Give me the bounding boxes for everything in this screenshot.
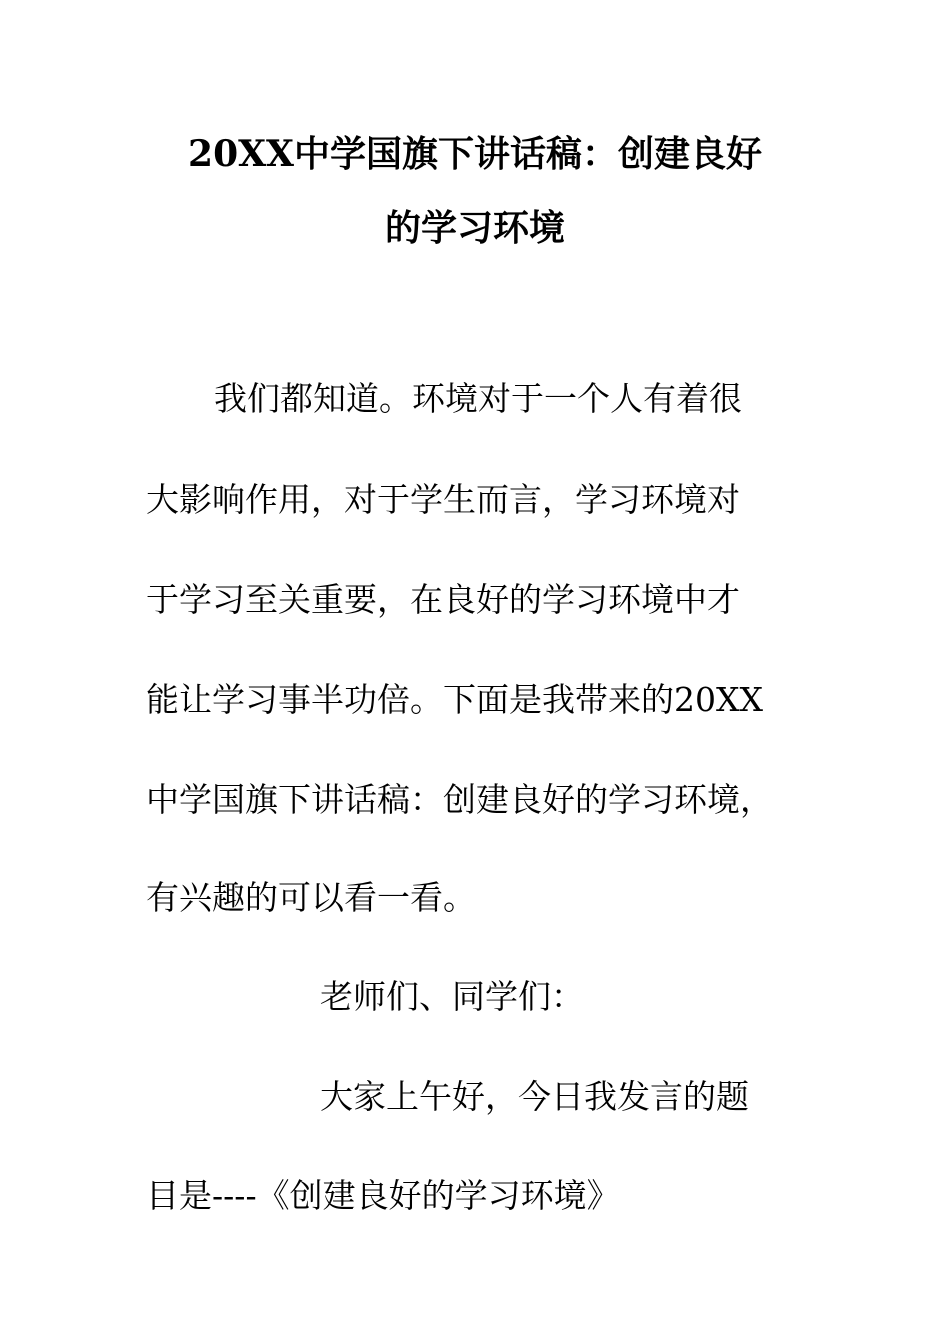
paragraph-2-line-1: 大家上午好，今日我发言的题 bbox=[320, 1077, 749, 1116]
paragraph-2-line-2: 目是----《创建良好的学习环境》 bbox=[146, 1176, 620, 1215]
document-title-line-2: 的学习环境 bbox=[384, 207, 565, 249]
document-title-line-1: 20XX中学国旗下讲话稿：创建良好 bbox=[188, 133, 762, 175]
paragraph-1-line-4: 能让学习事半功倍。下面是我带来的20XX bbox=[146, 680, 763, 719]
salutation: 老师们、同学们： bbox=[320, 977, 584, 1016]
paragraph-1-line-1: 我们都知道。环境对于一个人有着很 bbox=[214, 379, 742, 418]
paragraph-1-line-3: 于学习至关重要，在良好的学习环境中才 bbox=[146, 580, 740, 619]
paragraph-1-line-6: 有兴趣的可以看一看。 bbox=[146, 878, 476, 917]
paragraph-1-line-2: 大影响作用，对于学生而言，学习环境对 bbox=[146, 480, 740, 519]
paragraph-1-line-5: 中学国旗下讲话稿：创建良好的学习环境， bbox=[146, 780, 773, 819]
